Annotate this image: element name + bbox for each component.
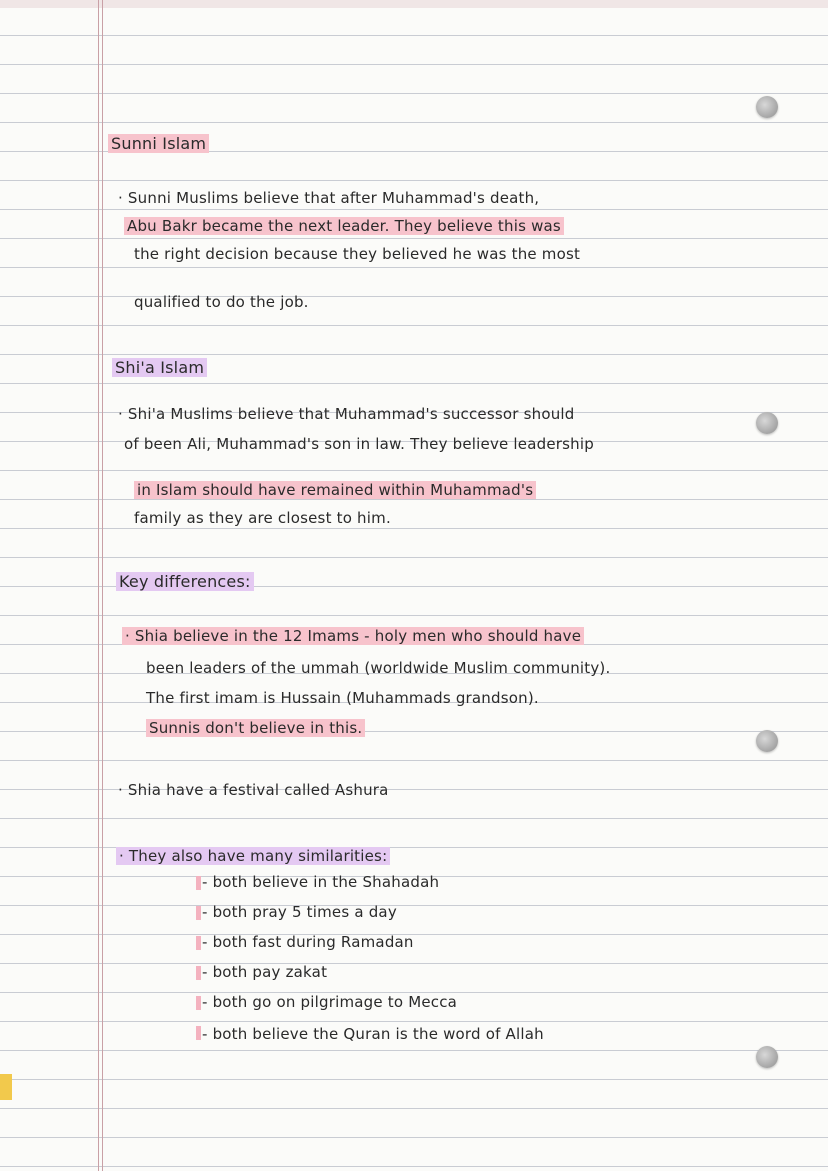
similarity-item-5: - both go on pilgrimage to Mecca [202, 993, 458, 1011]
margin-line [98, 0, 99, 1171]
sunni-line-3: the right decision because they believed he was the most [134, 245, 581, 263]
page-top-edge [0, 0, 828, 8]
similarity-marker-5 [196, 996, 201, 1010]
shia-line-1: · Shi'a Muslims believe that Muhammad's successor should [118, 405, 575, 423]
sunni-line-1: · Sunni Muslims believe that after Muhammad's death, [118, 189, 540, 207]
sunni-line-2: Abu Bakr became the next leader. They believe this was [124, 216, 564, 236]
punch-hole-1 [756, 96, 778, 118]
similarity-item-4: - both pay zakat [202, 963, 328, 981]
similarity-marker-2 [196, 906, 201, 920]
similarities-intro: · They also have many similarities: [116, 846, 390, 866]
similarity-item-6: - both believe the Quran is the word of Allah [202, 1025, 544, 1043]
ashura-line: · Shia have a festival called Ashura [118, 781, 389, 799]
similarity-marker-1 [196, 876, 201, 890]
similarity-item-2: - both pray 5 times a day [202, 903, 397, 921]
shia-line-2: of been Ali, Muhammad's son in law. They believe leadership [124, 435, 594, 453]
shia-line-4: family as they are closest to him. [134, 509, 391, 527]
heading-shia: Shi'a Islam [112, 358, 207, 378]
punch-hole-2 [756, 412, 778, 434]
similarity-marker-3 [196, 936, 201, 950]
punch-hole-4 [756, 1046, 778, 1068]
differences-line-2: been leaders of the ummah (worldwide Muslim community). [146, 659, 611, 677]
page-tab [0, 1074, 12, 1100]
heading-key-differences: Key differences: [116, 572, 254, 592]
similarity-marker-6 [196, 1026, 201, 1040]
similarity-item-1: - both believe in the Shahadah [202, 873, 440, 891]
punch-hole-3 [756, 730, 778, 752]
differences-line-4: Sunnis don't believe in this. [146, 718, 365, 738]
differences-line-3: The first imam is Hussain (Muhammads grandson). [146, 689, 539, 707]
sunni-line-4: qualified to do the job. [134, 293, 309, 311]
similarity-item-3: - both fast during Ramadan [202, 933, 414, 951]
margin-line-inner [102, 0, 103, 1171]
shia-line-3: in Islam should have remained within Muhammad's [134, 480, 536, 500]
differences-line-1: · Shia believe in the 12 Imams - holy men who should have [122, 626, 584, 646]
similarity-marker-4 [196, 966, 201, 980]
heading-sunni: Sunni Islam [108, 134, 209, 154]
